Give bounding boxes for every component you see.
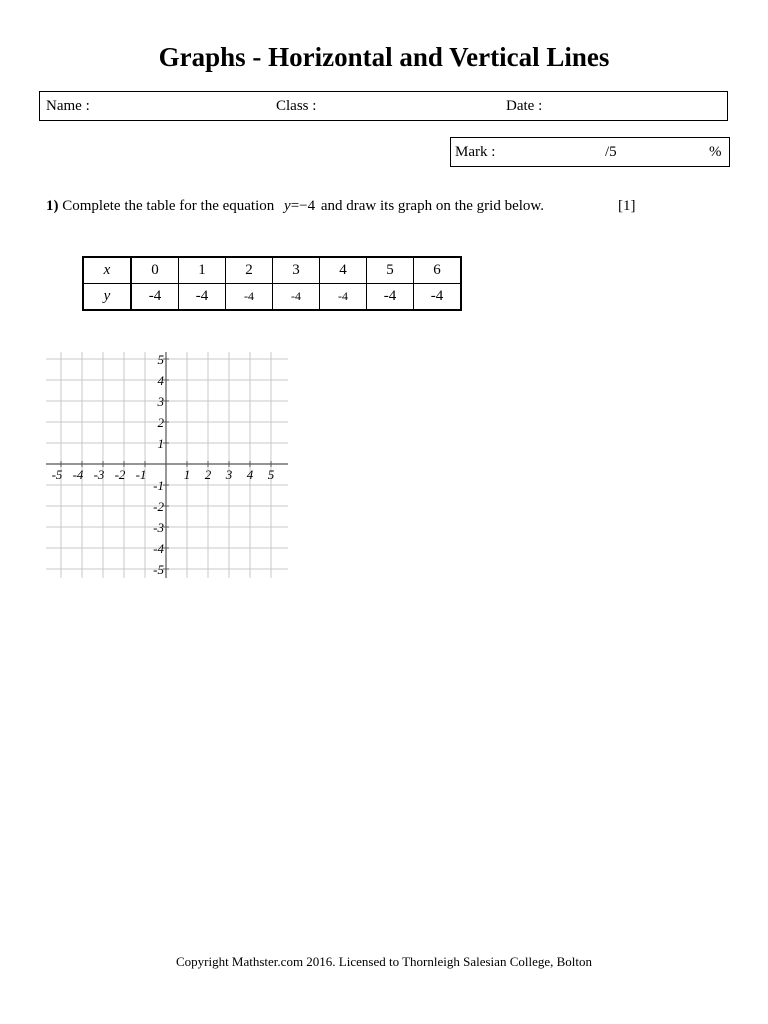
x-tick-label: -4 <box>72 467 84 482</box>
x-tick-label: 2 <box>204 467 212 482</box>
x-cell: 3 <box>273 257 320 284</box>
y-cell: -4 <box>273 284 320 311</box>
equation-variable: y <box>284 198 291 214</box>
y-tick-label: -3 <box>153 520 164 535</box>
y-tick-label: 3 <box>157 394 164 409</box>
y-header: y <box>83 284 131 311</box>
x-tick-label: -5 <box>51 467 63 482</box>
equation-rest: =−4 <box>290 198 316 214</box>
class-label: Class : <box>276 98 317 114</box>
student-info-box <box>39 91 728 121</box>
x-cell: 5 <box>367 257 414 284</box>
coordinate-grid <box>40 348 296 584</box>
x-cell: 6 <box>414 257 462 284</box>
x-cell: 4 <box>320 257 367 284</box>
y-tick-label: -5 <box>153 562 164 577</box>
x-tick-label: 1 <box>183 467 191 482</box>
y-cell: -4 <box>320 284 367 311</box>
y-cell: -4 <box>131 284 179 311</box>
question-equation <box>284 198 315 214</box>
copyright-footer: Copyright Mathster.com 2016. Licensed to Thornleigh Salesian College, Bolton <box>175 954 593 969</box>
x-header: x <box>83 257 131 284</box>
y-cell: -4 <box>226 284 273 311</box>
y-tick-label: -2 <box>153 499 164 514</box>
x-tick-label: 5 <box>267 467 275 482</box>
question-number: 1) <box>46 198 59 214</box>
y-cell: -4 <box>367 284 414 311</box>
x-tick-label: -1 <box>135 467 147 482</box>
y-cell: -4 <box>179 284 226 311</box>
y-row <box>83 284 461 311</box>
name-label: Name : <box>46 98 90 114</box>
mark-percent: % <box>709 144 722 160</box>
x-tick-label: 3 <box>225 467 233 482</box>
y-tick-label: 5 <box>157 352 164 367</box>
mark-label: Mark : <box>455 144 496 160</box>
x-cell: 0 <box>131 257 179 284</box>
values-table <box>82 256 462 311</box>
question-text-after: and draw its graph on the grid below. <box>320 198 544 214</box>
worksheet-title: Graphs - Horizontal and Vertical Lines <box>158 42 610 72</box>
question-marks: [1] <box>618 198 636 214</box>
y-cell: -4 <box>414 284 462 311</box>
y-tick-label: 1 <box>157 436 164 451</box>
x-tick-label: -2 <box>114 467 126 482</box>
x-tick-label: 4 <box>246 467 254 482</box>
question-text-before: Complete the table for the equation <box>62 198 275 214</box>
date-label: Date : <box>506 98 543 114</box>
y-tick-label: 2 <box>157 415 164 430</box>
mark-out-of: /5 <box>605 144 617 160</box>
x-tick-label: -3 <box>93 467 105 482</box>
y-tick-label: -1 <box>153 478 164 493</box>
x-cell: 2 <box>226 257 273 284</box>
question-1 <box>46 198 646 215</box>
mark-box <box>450 137 730 167</box>
x-cell: 1 <box>179 257 226 284</box>
y-tick-label: -4 <box>153 541 164 556</box>
y-tick-label: 4 <box>157 373 164 388</box>
x-row <box>83 257 461 284</box>
